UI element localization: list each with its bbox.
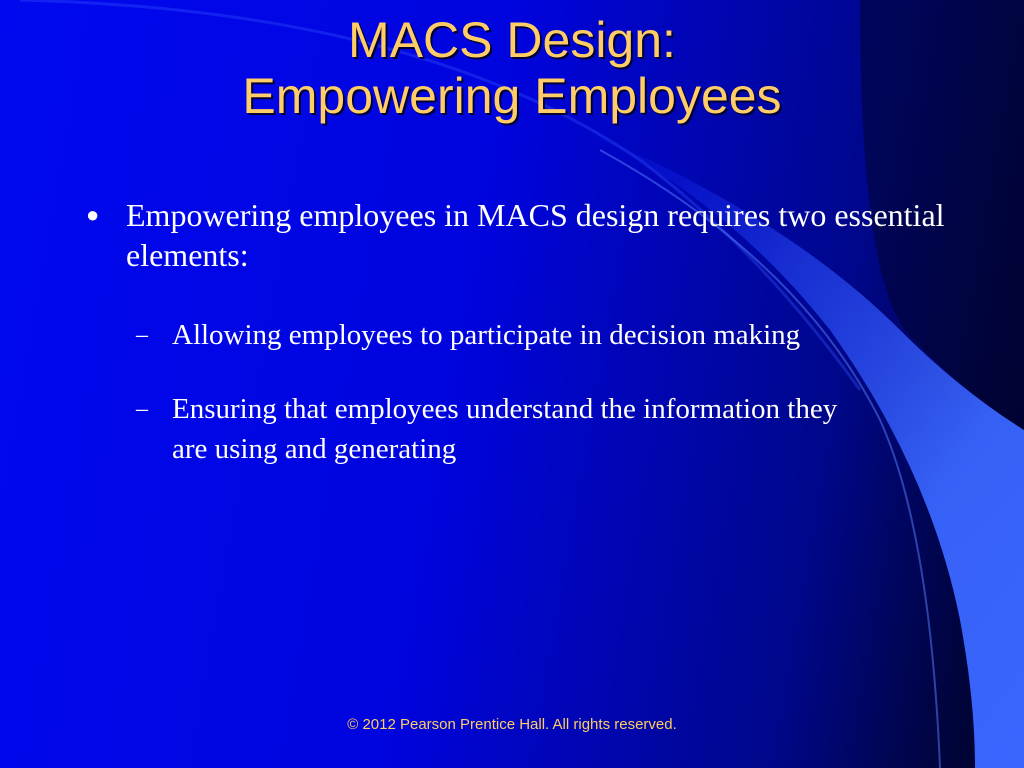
title-line-1: MACS Design: [348, 12, 676, 68]
bullet-dot-icon: ● [86, 202, 100, 227]
slide-body [86, 195, 946, 503]
sub-bullet-item [136, 315, 872, 355]
bullet-text: Empowering employees in MACS design requires two essential elements: [126, 197, 945, 273]
sub-bullet-item [136, 389, 872, 469]
sub-bullet-text: Allowing employees to participate in decision making [172, 319, 801, 351]
sub-bullet-text: Ensuring that employees understand the information they are using and generating [172, 393, 838, 465]
dash-icon: – [136, 322, 148, 348]
copyright-footer: © 2012 Pearson Prentice Hall. All rights reserved. [347, 716, 677, 733]
sub-bullet-list [86, 315, 946, 469]
title-line-2: Empowering Employees [242, 68, 782, 124]
slide-title [0, 12, 1024, 124]
dash-icon: – [136, 396, 148, 422]
bullet-item [86, 195, 946, 275]
